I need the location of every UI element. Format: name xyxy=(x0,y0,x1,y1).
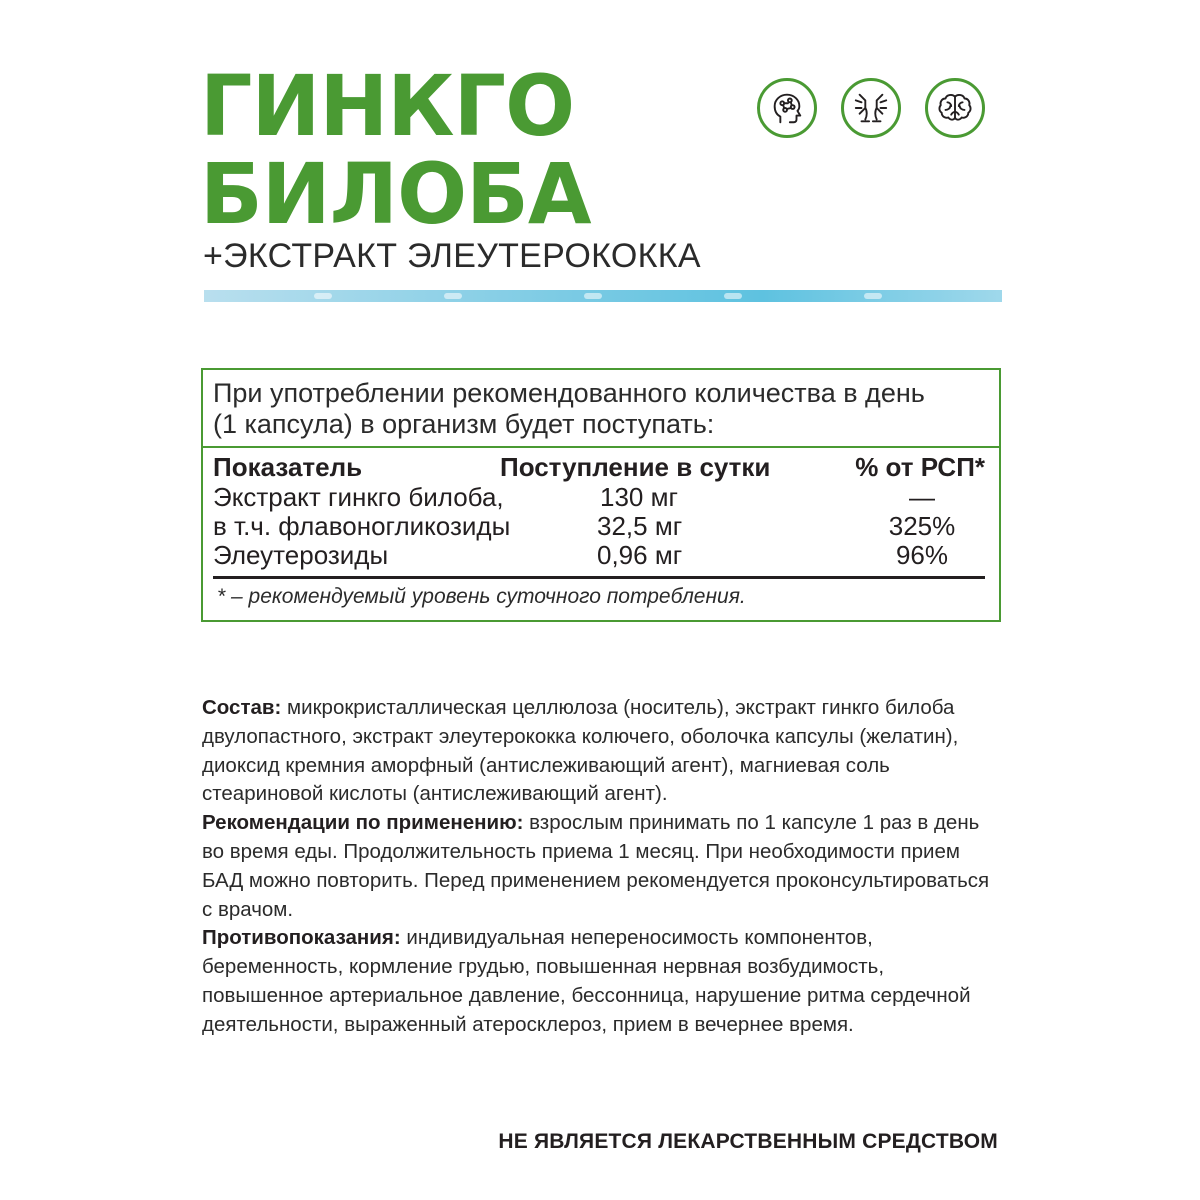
contraindications-label: Противопоказания: xyxy=(202,926,401,950)
contraindications-text: индивидуальная непереносимость компонентов, беременность, кормление грудью, повышенная нервная возбудимость, повышенное артериальное давление, бессонница, нарушение ритма сердечной деятельности, выраженный атеросклероз, прием в вечернее время. xyxy=(202,926,971,1036)
table-bottom-rule xyxy=(213,576,985,579)
col-header-indicator: Показатель xyxy=(213,452,363,482)
usage-label: Рекомендации по применению: xyxy=(202,811,524,835)
intake-intro xyxy=(213,378,993,440)
col-header-daily-intake: Поступление в сутки xyxy=(500,452,771,482)
daily-intake-box xyxy=(201,368,1001,622)
benefit-icons xyxy=(757,78,985,138)
rsp-footnote: * – рекомендуемый уровень суточного потребления. xyxy=(217,585,746,608)
table-row-2-amount: 32,5 мг xyxy=(597,511,683,541)
intake-intro-line2: (1 капсула) в организм будет поступать: xyxy=(213,409,715,439)
composition-text: микрокристаллическая целлюлоза (носитель), экстракт гинкго билоба двулопастного, экстракт элеутерококка колючего, оболочка капсулы (желатин), диоксид кремния аморфный (антислеживающий агент), магниевая соль стеариновой кислоты (антислеживающий агент). xyxy=(202,696,959,806)
brain-icon xyxy=(925,78,985,138)
table-row-3-percent: 96% xyxy=(895,540,949,570)
product-title-line1: ГИНКГО xyxy=(200,57,575,155)
product-subtitle: +ЭКСТРАКТ ЭЛЕУТЕРОКОККА xyxy=(203,237,701,275)
table-row-1-name: Экстракт гинкго билоба, xyxy=(213,482,504,512)
usage-text: взрослым принимать по 1 капсуле 1 раз в день во время еды. Продолжительность приема 1 месяц. При необходимости прием БАД можно повторить. Перед применением рекомендуется проконсультироваться с врачом. xyxy=(202,811,990,921)
table-row-1-percent: — xyxy=(909,482,935,512)
composition-label: Состав: xyxy=(202,696,282,719)
table-row-1-amount: 130 мг xyxy=(600,482,678,512)
intake-intro-line1: При употреблении рекомендованного количества в день xyxy=(213,378,925,408)
table-row-2-percent: 325% xyxy=(888,511,956,541)
decorative-stripe xyxy=(204,290,1002,302)
not-medicine-disclaimer: НЕ ЯВЛЯЕТСЯ ЛЕКАРСТВЕННЫМ СРЕДСТВОМ xyxy=(498,1130,998,1153)
table-row-3-name: Элеутерозиды xyxy=(213,540,389,570)
nerve-cell-icon xyxy=(841,78,901,138)
table-row-3-amount: 0,96 мг xyxy=(597,540,683,570)
product-description xyxy=(202,694,992,1040)
head-circuit-icon xyxy=(757,78,817,138)
col-header-rsp-percent: % от РСП* xyxy=(855,452,985,482)
product-title xyxy=(200,57,591,243)
table-top-rule xyxy=(203,446,999,448)
product-title-line2: БИЛОБА xyxy=(200,145,591,243)
table-row-2-name: в т.ч. флавоногликозиды xyxy=(213,511,511,541)
